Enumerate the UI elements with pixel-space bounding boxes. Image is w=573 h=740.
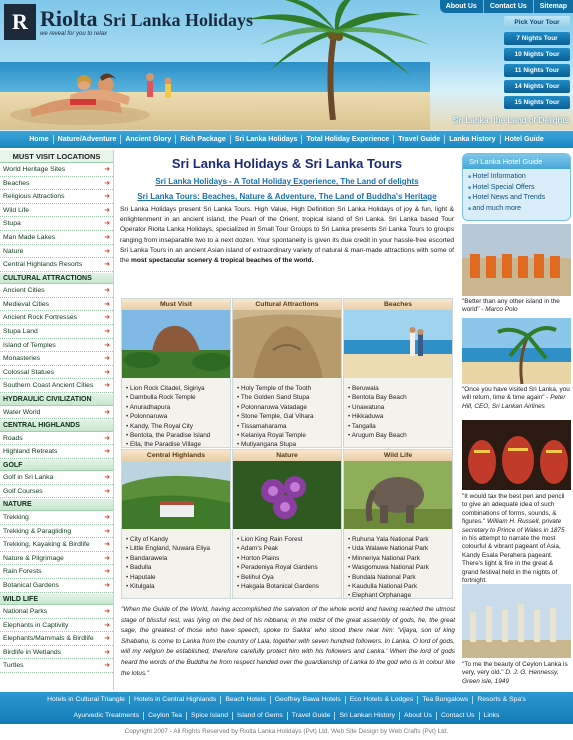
sidebar-item-label: Man Made Lakes [3,233,56,241]
brand-name [40,6,253,32]
tour-button-10-nights[interactable]: 10 Nights Tour [504,48,570,61]
sidebar-item-monasteries[interactable] [0,352,113,366]
list-item[interactable]: • Hakgala Botanical Gardens [237,582,338,591]
arrow-right-icon: ➜ [104,206,110,214]
elephant-image[interactable] [344,461,452,529]
sidebar-section-wild-life: WILD LIFE [0,593,113,606]
list-item[interactable]: • Lion Rock Citadel, Sigiriya [126,384,227,393]
footer-link-links[interactable]: Links [479,712,504,720]
nav-ancient-glory[interactable]: Ancient Glory [120,135,175,144]
sidebar-item-label: Birdlife in Wetlands [3,648,62,656]
sidebar-item-label: Botanical Gardens [3,581,59,589]
list-item[interactable]: • Bandarawela [126,554,227,563]
perahera-pageant-image [462,420,571,490]
sidebar-item-nature[interactable] [0,245,113,259]
sidebar-item-label: Stupa Land [3,328,38,336]
sidebar-item-label: National Parks [3,608,48,616]
panel-title[interactable]: Cultural Attractions [233,299,341,310]
sidebar-item-label: Elephants/Mammals & Birdlife [3,635,94,643]
right-sidebar [460,150,573,690]
header-slogan: Sri Lanka, the Land of Delights [452,115,569,125]
arrow-right-icon: ➜ [104,247,110,255]
arrow-right-icon: ➜ [104,368,110,376]
sidebar-item-label: Water World [3,408,41,416]
list-item[interactable]: • Polonnaruwa [126,412,227,421]
nav-home[interactable]: Home [29,136,49,143]
intro-bold-text: most spectacular scenery & tropical beaches of the world. [131,257,314,265]
sidebar-item-label: Central Highlands Resorts [3,261,83,269]
sidebar-item-label: Ancient Cities [3,287,45,295]
hotel-link-news-trends[interactable]: ■ Hotel News and Trends [468,193,570,204]
sidebar-item-label: Wild Life [3,206,30,214]
brand-suffix: Sri Lanka Holidays [102,10,253,30]
list-item[interactable]: • Bentota, the Paradise Island [126,431,227,440]
nav-lanka-history[interactable]: Lanka History [444,135,499,144]
subtitle-link-1[interactable]: Sri Lanka Holidays - A Total Holiday Experience, The Land of delights [155,177,419,186]
arrow-right-icon: ➜ [104,635,110,643]
arrow-right-icon: ➜ [104,193,110,201]
quote-text: "It would tax the best pen and pencil to give an adequate idea of such combinations of forms, sounds, & figures." [462,493,565,526]
subtitle-link-2[interactable]: Sri Lanka Tours: Beaches, Nature & Adventure, The Land of Buddha's Heritage [137,192,437,201]
list-item[interactable]: • Kaudulla National Park [348,582,449,591]
sidebar-item-label: Golf in Sri Lanka [3,474,54,482]
stone-statue-image[interactable] [233,310,341,378]
list-item[interactable]: • Bundala National Park [348,573,449,582]
sigiriya-rock-image[interactable] [122,310,230,378]
sidebar-item-trekking-paragliding[interactable] [0,525,113,539]
sidebar-item-golf-in-sri-lanka[interactable] [0,471,113,485]
panel-title[interactable]: Central Highlands [122,450,230,461]
brand-main: Riolta [40,6,98,31]
sidebar-item-nature-pilgrimage[interactable] [0,552,113,566]
panel-list [233,380,341,450]
sidebar-item-southern-coast-ancient-cities[interactable] [0,379,113,393]
arrow-right-icon: ➜ [104,314,110,322]
top-link-sitemap[interactable]: Sitemap [533,0,573,13]
list-item[interactable]: • Little England, Nuwara Eliya [126,544,227,553]
arrow-right-icon: ➜ [104,448,110,456]
hotel-guide-box [462,153,571,221]
nav-travel-guide[interactable]: Travel Guide [393,135,444,144]
sidebar-item-trekking-kayaking-birdlife[interactable] [0,538,113,552]
panel-must-visit [121,298,231,448]
sidebar-item-colossal-statues[interactable] [0,366,113,380]
arrow-right-icon: ➜ [104,233,110,241]
sidebar-section-golf: GOLF [0,459,113,472]
list-item[interactable]: • Wasgomuwa National Park [348,563,449,572]
nav-rich-package[interactable]: Rich Package [175,135,230,144]
footer-link-eco-hotels-lodges[interactable]: Eco Hotels & Lodges [345,696,417,704]
quote-text: "Once you have visited Sri Lanka, you will return, time & time again" - [462,386,570,402]
arrow-right-icon: ➜ [104,261,110,269]
footer-link-hotels-in-cultural-triangle[interactable]: Hotels in Cultural Triangle [47,696,125,703]
sidebar-item-label: Trekking [3,513,29,521]
panel-cultural-attractions [232,298,342,448]
list-item[interactable]: • Tangalla [348,422,449,431]
list-item[interactable]: • Arugum Bay Beach [348,431,449,440]
list-item[interactable]: • Kelaniya Royal Temple [237,431,338,440]
quote-author: Peter Hill, CEO, Sri Lankan Airlines [462,394,566,410]
sidebar-item-ancient-rock-fortresses[interactable] [0,311,113,325]
arrow-right-icon: ➜ [104,328,110,336]
hotel-guide-list [463,169,570,214]
arrow-right-icon: ➜ [104,662,110,670]
left-sidebar [0,150,114,690]
arrow-right-icon: ➜ [104,554,110,562]
sidebar-section-central-highlands: CENTRAL HIGHLANDS [0,419,113,432]
page-title: Sri Lanka Holidays & Sri Lanka Tours [171,156,403,171]
sidebar-item-roads[interactable] [0,432,113,446]
tour-button-15-nights[interactable]: 15 Nights Tour [504,96,570,109]
list-item[interactable]: • Anuradhapura [126,403,227,412]
footer-nav [0,692,573,724]
footer-link-ceylon-tea[interactable]: Ceylon Tea [143,712,186,720]
footer-link-sri-lankan-history[interactable]: Sri Lankan History [334,712,399,720]
arrow-right-icon: ➜ [104,287,110,295]
list-item[interactable]: • Kandy, The Royal City [126,422,227,431]
panel-list [233,531,341,591]
footer-link-geoffrey-bawa-hotels[interactable]: Geoffrey Bawa Hotels [270,696,345,704]
arrow-right-icon: ➜ [104,179,110,187]
arrow-right-icon: ➜ [104,527,110,535]
list-item[interactable]: • Unawatuna [348,403,449,412]
quote-author: William H. Russell, private secretary to Prince of Wales in 1875 [462,518,565,534]
sidebar-section-cultural-attractions: CULTURAL ATTRACTIONS [0,272,113,285]
arrow-right-icon: ➜ [104,581,110,589]
intro-paragraph [117,205,457,266]
list-item[interactable]: • Haputale [126,573,227,582]
footer-link-contact-us[interactable]: Contact Us [436,712,479,720]
list-item[interactable]: • Bentota Bay Beach [348,393,449,402]
list-item[interactable]: • Ruhuna Yala National Park [348,535,449,544]
footer-link-hotels-in-central-highlands[interactable]: Hotels in Central Highlands [129,696,220,704]
sidebar-item-label: Colossal Statues [3,368,55,376]
sidebar-section-hydraulic-civilization: HYDRAULIC CIVILIZATION [0,393,113,406]
arrow-right-icon: ➜ [104,434,110,442]
quote-text: "Better than any other island in the world" - [462,298,560,314]
footer-link-island-of-gems[interactable]: Island of Gems [232,712,287,720]
quote-hennessy [462,661,571,686]
panel-beaches [343,298,453,448]
list-item[interactable]: • Peradeniya Royal Gardens [237,563,338,572]
quote-peter-hill [462,386,571,411]
sidebar-section-nature: NATURE [0,498,113,511]
orchid-flowers-image[interactable] [233,461,341,529]
sidebar-item-label: Roads [3,434,23,442]
arrow-right-icon: ➜ [104,608,110,616]
beach-couple-image [10,55,200,127]
panel-list [344,531,452,601]
arrow-right-icon: ➜ [104,621,110,629]
quote-william-russell [462,493,571,585]
sidebar-item-national-parks[interactable] [0,605,113,619]
quote-author: D. J. G. Hennessy, Green isle, 1949 [462,669,559,685]
sidebar-item-central-highlands-resorts[interactable] [0,258,113,272]
ancient-stupa-image [462,584,571,658]
footer-link-ayurvedic-treatments[interactable]: Ayurvedic Treatments [73,712,140,719]
beach-couple-photo[interactable] [344,310,452,378]
sidebar-heading: MUST VISIT LOCATIONS [0,150,113,163]
list-item[interactable]: • Stone Temple, Gal Vihara [237,412,338,421]
sidebar-item-botanical-gardens[interactable] [0,579,113,593]
list-item[interactable]: • The Golden Sand Stupa [237,393,338,402]
hotel-link-special-offers[interactable]: ■ Hotel Special Offers [468,183,570,194]
footer-link-about-us[interactable]: About Us [399,712,436,720]
top-link-contact[interactable]: Contact Us [483,0,533,13]
arrow-right-icon: ➜ [104,341,110,349]
footer-row-1 [0,692,573,708]
attraction-grid [121,298,454,600]
sidebar-item-label: Elephants in Captivity [3,621,69,629]
main-content [117,150,457,690]
arrow-right-icon: ➜ [104,513,110,521]
sidebar-item-beaches[interactable] [0,177,113,191]
list-item[interactable]: • Ella, the Paradise Village [126,440,227,449]
sidebar-item-label: Ancient Rock Fortresses [3,314,78,322]
footer-link-beach-hotels[interactable]: Beach Hotels [220,696,269,704]
sidebar-item-label: Southern Coast Ancient Cities [3,382,94,390]
panel-title[interactable]: Beaches [344,299,452,310]
sidebar-item-label: Nature & Pilgrimage [3,554,64,562]
footer-link-resorts-spa-s[interactable]: Resorts & Spa's [472,696,530,704]
panel-title[interactable]: Must Visit [122,299,230,310]
header-banner [0,0,573,130]
sidebar-item-label: World Heritage Sites [3,166,66,173]
list-item[interactable]: • Adam's Peak [237,544,338,553]
sidebar-item-wild-life[interactable] [0,204,113,218]
list-item[interactable]: • Kitulgala [126,582,227,591]
sidebar-item-label: Monasteries [3,355,41,363]
sidebar-item-label: Nature [3,247,24,255]
monks-image [462,224,571,296]
list-item[interactable]: • Uda Walawe National Park [348,544,449,553]
sidebar-item-ancient-cities[interactable] [0,284,113,298]
sidebar-item-label: Rain Forests [3,568,42,576]
sidebar-item-label: Highland Retreats [3,448,58,456]
sidebar-item-world-heritage-sites[interactable] [0,163,113,177]
tour-button-11-nights[interactable]: 11 Nights Tour [504,64,570,77]
list-item[interactable]: • Horton Plains [237,554,338,563]
list-item[interactable]: • City of Kandy [126,535,227,544]
arrow-right-icon: ➜ [104,382,110,390]
sidebar-item-rain-forests[interactable] [0,565,113,579]
nav-nature-adventure[interactable]: Nature/Adventure [53,135,121,144]
quote-author: Marco Polo [485,306,518,314]
sidebar-item-stupa[interactable] [0,217,113,231]
sidebar-item-highland-retreats[interactable] [0,445,113,459]
panel-list [122,380,230,450]
arrow-right-icon: ➜ [104,408,110,416]
sidebar-item-label: Trekking & Paragliding [3,527,72,535]
list-item[interactable]: • Dambulla Rock Temple [126,393,227,402]
arrow-right-icon: ➜ [104,474,110,482]
sidebar-item-label: Turtles [3,662,24,670]
sidebar-item-medieval-cities[interactable] [0,298,113,312]
sidebar-item-birdlife-in-wetlands[interactable] [0,646,113,660]
nav-sri-lanka-holidays[interactable]: Sri Lanka Holidays [230,135,302,144]
panel-list [122,531,230,591]
list-item[interactable]: • Belihul Oya [237,573,338,582]
sidebar-item-label: Island of Temples [3,341,56,349]
list-item[interactable]: • Lion King Rain Forest [237,535,338,544]
tour-menu [504,16,570,112]
arrow-right-icon: ➜ [104,648,110,656]
arrow-right-icon: ➜ [104,568,110,576]
sidebar-item-island-of-temples[interactable] [0,339,113,353]
top-link-about[interactable]: About Us [445,3,477,10]
quote-marco-polo [462,298,571,315]
list-item[interactable]: • Polonnaruwa Vatadage [237,403,338,412]
sidebar-item-golf-courses[interactable] [0,485,113,499]
sidebar-item-elephants-in-captivity[interactable] [0,619,113,633]
list-item[interactable]: • Minneriya National Park [348,554,449,563]
list-item[interactable]: • Badulla [126,563,227,572]
intro-text: Sri Lanka Holidays present Sri Lanka Tours. High Value, High Definition Sri Lanka Holidays of joy & fun, light & enlightenment in an ancient island, the Pearl of the Orient, tropical island of Sri Lanka. Sri Lanka based Tour Operator Riolta Lanka Holidays, specialized in Small Tour Groups to Sri Lanka presents Sri Lanka Tours to groups ranging from inseparable two to a next dozen. Your spontaneity is given its due credit in your hassle-free escorted Sri Lanka Tours in an ancient Asian island of extraordinary variety of natural & man-made attractions with some of the [120,206,454,265]
logo[interactable] [4,4,254,40]
sidebar-item-label: Golf Courses [3,487,43,495]
palm-beach-image [462,318,571,384]
arrow-right-icon: ➜ [104,300,110,308]
sidebar-list [0,163,113,673]
sidebar-item-label: Religious Attractions [3,193,65,201]
footer-link-spice-island[interactable]: Spice Island [186,712,232,720]
panel-central-highlands [121,449,231,599]
list-item[interactable]: • Holy Temple of the Tooth [237,384,338,393]
panel-title[interactable]: Nature [233,450,341,461]
panel-nature [232,449,342,599]
tagline: we reveal for you to relax [40,31,108,37]
sidebar-item-religious-attractions[interactable] [0,190,113,204]
panel-wild-life [343,449,453,599]
sidebar-item-stupa-land[interactable] [0,325,113,339]
arrow-right-icon: ➜ [104,220,110,228]
tour-button-14-nights[interactable]: 14 Nights Tour [504,80,570,93]
tea-estate-image[interactable] [122,461,230,529]
nav-hotel-guide[interactable]: Hotel Guide [500,135,548,144]
mahavamsa-quote: "When the Guide of the World, having accomplished the salvation of the whole world and having reached the utmost stage of blissful rest, was lying on the bed of his nibbana; in the midst of the great assembly of gods, he, the great sage, the greatest of those who have speech, spoke to Sakka' who stood there near him: 'Vijaya, son of king Sihabahu, is come to Lanka from the country of Lala, together with seven hundred followers. In Lanka, O lord of gods, will my religion be established, therefore carefully protect him with his followers and Lanka.' When the lord of gods heard the words of the Buddha he from respect handed over the guardianship of Lanka to the god who is in colour like the lotus." [121,606,455,677]
footer-link-tea-bungalows[interactable]: Tea Bungalows [417,696,472,704]
sidebar-item-label: Stupa [3,220,21,228]
sidebar-item-turtles[interactable] [0,659,113,673]
panel-list [344,380,452,440]
main-nav [0,130,573,148]
logo-badge: R [4,4,36,40]
copyright: Copyright 2007 - All Rights Reserved by Riolta Lanka Holidays (Pvt) Ltd. Web Site Design by Web Crafts (Pvt) Ltd. [124,728,449,735]
footer-link-travel-guide[interactable]: Travel Guide [287,712,335,720]
hotel-link-more[interactable]: ■ and much more [468,204,570,215]
footer-row-2 [0,708,573,724]
hotel-link-information[interactable]: ■ Hotel Information [468,172,570,183]
sidebar-item-label: Medieval Cities [3,300,50,308]
sidebar-item-label: Trekking, Kayaking & Birdlife [3,541,90,549]
top-links [440,0,573,13]
tour-button-7-nights[interactable]: 7 Nights Tour [504,32,570,45]
panel-title[interactable]: Wild Life [344,450,452,461]
sidebar-item-water-world[interactable] [0,406,113,420]
list-item[interactable]: • Beruwala [348,384,449,393]
arrow-right-icon: ➜ [104,541,110,549]
list-item[interactable]: • Elephant Orphanage [348,591,449,600]
list-item[interactable]: • Mutiyangana Stupa [237,440,338,449]
quote-tail: in his attempt to narrate the most colourful & vibrant pageant of Asia, Kandy Esala Perahera pageant. There's light & fire in the great & grand festival held in the nights of fortnight. [462,535,561,585]
list-item[interactable]: • Hikkaduwa [348,412,449,421]
arrow-right-icon: ➜ [104,487,110,495]
sidebar-item-label: Beaches [3,179,30,187]
pick-tour-label: Pick Your Tour [504,16,570,29]
quote-text: "To me the beauty of Ceylon Lanka is very, very old." [462,661,568,677]
sidebar-item-trekking[interactable] [0,511,113,525]
arrow-right-icon: ➜ [104,355,110,363]
sidebar-item-man-made-lakes[interactable] [0,231,113,245]
hotel-guide-title[interactable]: Sri Lanka Hotel Guide [463,154,570,169]
list-item[interactable]: • Tissamaharama [237,422,338,431]
sidebar-item-elephants-mammals-birdlife[interactable] [0,632,113,646]
nav-total-holiday-experience[interactable]: Total Holiday Experience [301,135,393,144]
arrow-right-icon: ➜ [104,166,110,173]
